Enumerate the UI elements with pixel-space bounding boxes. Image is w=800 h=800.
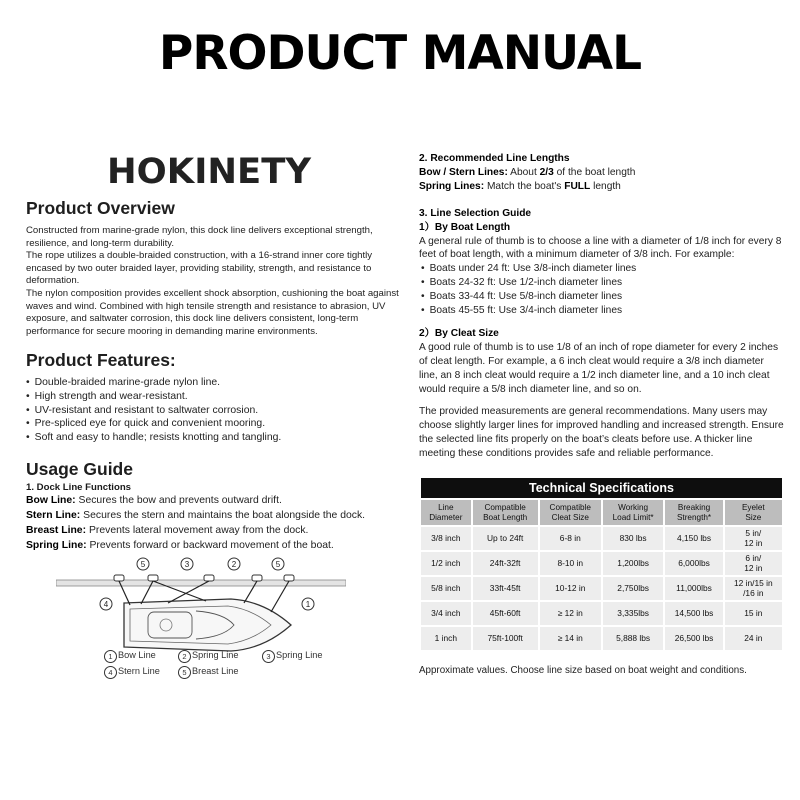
table-cell: 1,200lbs	[603, 552, 664, 575]
table-cell: 45ft-60ft	[473, 602, 538, 625]
table-cell: 11,000lbs	[665, 577, 722, 600]
recommended-lengths-section	[419, 152, 785, 193]
feature-item: • UV-resistant and resistant to saltwater corrosion.	[26, 404, 404, 418]
table-row	[421, 577, 782, 600]
svg-text:2: 2	[231, 560, 237, 569]
selection-title: 3. Line Selection Guide	[419, 208, 532, 219]
product-overview-section	[26, 198, 404, 338]
legend-number: 1	[104, 650, 117, 663]
table-cell: 10-12 in	[540, 577, 601, 600]
page-title: PRODUCT MANUAL	[158, 26, 642, 81]
legend-label: Breast Line	[192, 666, 239, 676]
by-length-item: • Boats under 24 ft: Use 3/8-inch diameter lines	[419, 262, 785, 276]
dock-line-functions	[26, 493, 404, 553]
table-cell: 5/8 inch	[421, 577, 471, 600]
usage-heading: Usage Guide	[26, 459, 133, 479]
line-selection-section	[419, 207, 785, 461]
by-length-title: 1）By Boat Length	[419, 221, 511, 233]
by-length-item: • Boats 33-44 ft: Use 5/8-inch diameter lines	[419, 290, 785, 304]
legend-item	[178, 666, 238, 679]
feature-item: • Pre-spliced eye for quick and convenient mooring.	[26, 417, 404, 431]
spring-rule: Spring Lines: Match the boat's FULL length	[419, 180, 621, 192]
legend-number: 2	[178, 650, 191, 663]
features-list	[26, 376, 404, 445]
legend-item	[262, 650, 322, 663]
feature-item: • Soft and easy to handle; resists knotting and tangling.	[26, 431, 404, 445]
legend-item	[104, 666, 160, 679]
svg-text:5: 5	[275, 560, 281, 569]
function-text: Prevents forward or backward movement of the boat.	[89, 540, 334, 551]
function-item	[26, 523, 404, 538]
legend-number: 3	[262, 650, 275, 663]
table-row	[421, 527, 782, 550]
marker-3	[181, 558, 193, 570]
spec-table	[419, 476, 784, 652]
bow-stern-rule: Bow / Stern Lines: About 2/3 of the boat length	[419, 166, 636, 178]
by-length-list	[419, 262, 785, 317]
table-row	[421, 627, 782, 650]
legend-item	[104, 650, 156, 663]
overview-paragraph: The nylon composition provides excellent shock absorption, cushioning the boat against waves and wind. Combined with high tensile strength and resistance to abrasion, UV exposure, and saltwater corrosion, this dock line delivers consistent, long-term performance for secure mooring in demanding marine environments.	[26, 287, 399, 337]
legend-label: Stern Line	[118, 666, 160, 676]
legend-number: 5	[178, 666, 191, 679]
marker-2	[228, 558, 240, 570]
table-cell: 1/2 inch	[421, 552, 471, 575]
spec-header: Compatible Boat Length	[473, 500, 538, 525]
table-cell: 6,000lbs	[665, 552, 722, 575]
table-cell: 26,500 lbs	[665, 627, 722, 650]
table-cell: 3,335lbs	[603, 602, 664, 625]
table-cell: 830 lbs	[603, 527, 664, 550]
by-length-text: A general rule of thumb is to choose a line with a diameter of 1/8 inch for every 8 feet of boat length, with a minimum diameter of 3/8 inch. For example:	[419, 235, 782, 261]
table-cell: 14,500 lbs	[665, 602, 722, 625]
brand-logo-text: HOKINETY	[107, 152, 312, 190]
spec-note: Approximate values. Choose line size based on boat weight and conditions.	[419, 665, 747, 676]
table-cell: 6-8 in	[540, 527, 601, 550]
svg-text:5: 5	[140, 560, 146, 569]
dock-line-functions-title: 1. Dock Line Functions	[26, 482, 132, 493]
legend-label: Spring Line	[192, 650, 239, 660]
overview-paragraph: Constructed from marine-grade nylon, this dock line delivers exceptional strength, resilience, and long-term durability.	[26, 225, 373, 249]
function-term: Stern Line:	[26, 510, 81, 521]
legend-label: Bow Line	[118, 650, 156, 660]
function-term: Bow Line:	[26, 495, 76, 506]
by-length-item: • Boats 24-32 ft: Use 1/2-inch diameter lines	[419, 276, 785, 290]
function-text: Secures the stern and maintains the boat alongside the dock.	[83, 510, 366, 521]
function-item	[26, 538, 404, 553]
spec-header: Compatible Cleat Size	[540, 500, 601, 525]
by-length-item: • Boats 45-55 ft: Use 3/4-inch diameter lines	[419, 304, 785, 318]
svg-text:4: 4	[103, 600, 109, 609]
spec-header: Eyelet Size	[725, 500, 782, 525]
spec-header: Line Diameter	[421, 500, 471, 525]
table-cell: ≥ 12 in	[540, 602, 601, 625]
features-heading: Product Features:	[26, 350, 176, 370]
overview-body	[26, 225, 404, 338]
table-row	[421, 552, 782, 575]
function-term: Breast Line:	[26, 525, 87, 536]
svg-text:1: 1	[305, 600, 311, 609]
usage-guide-section	[26, 459, 404, 553]
table-cell: 6 in/ 12 in	[725, 552, 782, 575]
legend-item	[178, 650, 238, 663]
function-text: Secures the bow and prevents outward drift.	[78, 495, 282, 506]
function-text: Prevents lateral movement away from the dock.	[88, 525, 309, 536]
table-cell: 8-10 in	[540, 552, 601, 575]
table-cell: Up to 24ft	[473, 527, 538, 550]
table-cell: 24 in	[725, 627, 782, 650]
feature-item: • Double-braided marine-grade nylon line.	[26, 376, 404, 390]
legend-number: 4	[104, 666, 117, 679]
table-cell: 5 in/ 12 in	[725, 527, 782, 550]
table-row	[421, 602, 782, 625]
table-cell: 24ft-32ft	[473, 552, 538, 575]
spec-table-title: Technical Specifications	[421, 478, 782, 498]
table-cell: 33ft-45ft	[473, 577, 538, 600]
table-cell: 1 inch	[421, 627, 471, 650]
table-cell: 2,750lbs	[603, 577, 664, 600]
boat-mooring-diagram	[56, 555, 346, 655]
table-cell: 5,888 lbs	[603, 627, 664, 650]
function-item	[26, 493, 404, 508]
product-features-section	[26, 350, 404, 445]
feature-item: • High strength and wear-resistant.	[26, 390, 404, 404]
by-cleat-text: A good rule of thumb is to use 1/8 of an inch of rope diameter for every 2 inches of cleat length. For example, a 6 inch cleat would require a 3/8 inch diameter line, an 8 inch cleat would require a 1/2 inch diameter line, and a 10 inch cleat would require a 5/8 inch diameter line, and so on.	[419, 342, 779, 395]
marker-5-right	[272, 558, 284, 570]
spec-header: Breaking Strength*	[665, 500, 722, 525]
table-cell: 3/8 inch	[421, 527, 471, 550]
marker-1	[302, 598, 314, 610]
table-cell: 75ft-100ft	[473, 627, 538, 650]
table-cell: 12 in/15 in /16 in	[725, 577, 782, 600]
brand-logo	[107, 150, 313, 190]
recommendation-text: The provided measurements are general recommendations. Many users may choose slightly larger lines for improved handling and increased strength. Ensure the selected line fits properly on the boat’s cleats before use. A thicker line meeting these conditions provides safe and reliable performance.	[419, 406, 784, 459]
function-term: Spring Line:	[26, 540, 87, 551]
svg-text:3: 3	[184, 560, 190, 569]
marker-5-left	[137, 558, 149, 570]
by-cleat-title: 2）By Cleat Size	[419, 328, 499, 340]
overview-paragraph: The rope utilizes a double-braided construction, with a 16-strand inner core tightly encased by two outer braided layer, providing stability, strength, and resistance to deformation.	[26, 250, 373, 287]
table-cell: ≥ 14 in	[540, 627, 601, 650]
legend-label: Spring Line	[276, 650, 323, 660]
table-cell: 15 in	[725, 602, 782, 625]
spec-header-row	[421, 500, 782, 525]
lengths-title: 2. Recommended Line Lengths	[419, 153, 570, 164]
table-cell: 3/4 inch	[421, 602, 471, 625]
marker-4	[100, 598, 112, 610]
function-item	[26, 508, 404, 523]
overview-heading: Product Overview	[26, 198, 175, 218]
table-cell: 4,150 lbs	[665, 527, 722, 550]
spec-header: Working Load Limit*	[603, 500, 664, 525]
